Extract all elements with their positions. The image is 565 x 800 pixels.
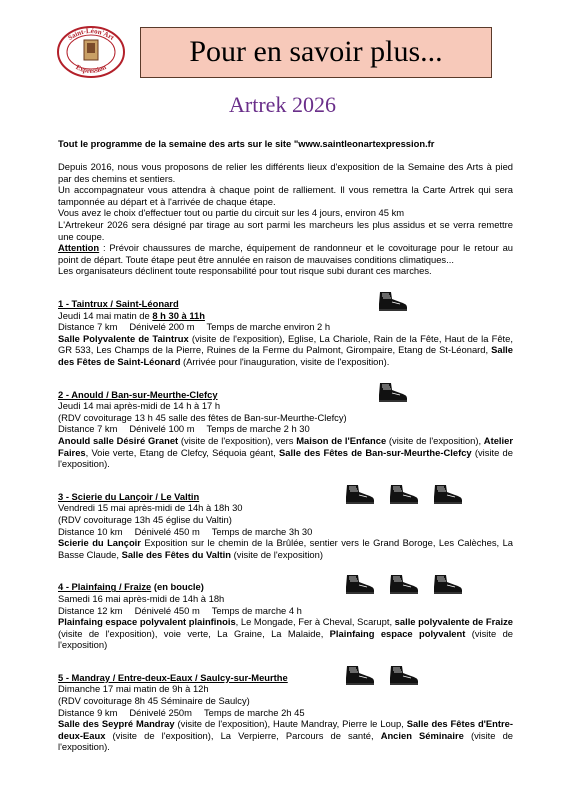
stage-rdv: (RDV covoiturage 13 h 45 salle des fêtes de Ban-sur-Meurthe-Clefcy) <box>58 411 347 423</box>
stage-distance: Distance 7 km <box>58 321 118 333</box>
stage-title-suffix: (en boucle) <box>151 581 204 593</box>
stage-denivele: Dénivelé 100 m <box>129 423 195 435</box>
difficulty-boots <box>376 290 410 312</box>
stage-distance: Distance 12 km <box>58 604 123 616</box>
route-text: (Arrivée pour l'inauguration, visite de l'exposition). <box>180 356 390 367</box>
page-title: Pour en savoir plus... <box>140 27 492 78</box>
stage-section <box>58 298 513 368</box>
hiking-boot-icon <box>431 483 465 505</box>
stage-title-text: 4 - Plainfaing / Fraize <box>58 581 152 593</box>
hiking-boot-icon <box>343 664 377 686</box>
route-text: (visite de l'exposition) <box>58 627 513 651</box>
difficulty-boots <box>343 664 421 686</box>
hiking-boot-icon <box>431 573 465 595</box>
stage-duration: Temps de marche 2 h 30 <box>206 423 310 435</box>
stage-title <box>58 672 513 684</box>
stage-section <box>58 581 513 651</box>
place-name: Salle des Fêtes de Ban-sur-Meurthe-Clefcy <box>279 446 472 458</box>
page-subtitle: Artrek 2026 <box>229 92 336 117</box>
stage-distance-line <box>58 605 513 617</box>
attention-text: : Prévoir chaussures de marche, équipement de randonneur et le covoiturage pour le retour au point de départ. Toute étape peut être annulée en raison de mauvaises conditions climatiques... <box>58 242 513 265</box>
intro-paragraph-3: Vous avez le choix d'effectuer tout ou partie du circuit sur les 4 jours, environ 45 km <box>58 207 405 219</box>
place-name: Anould salle Désiré Granet <box>58 434 179 446</box>
place-name: Plainfaing espace polyvalent <box>329 627 466 639</box>
place-name: Salle des Seypré Mandray <box>58 718 175 730</box>
stage-description <box>58 616 513 651</box>
route-text: , Le Mongade, Fer à Cheval, Scarupt, <box>235 616 395 628</box>
stage-duration: Temps de marche 2h 45 <box>203 706 305 718</box>
stage-denivele: Dénivelé 450 m <box>134 525 200 537</box>
stage-description <box>58 718 513 753</box>
stage-date-text: Samedi 16 mai après-midi de 14h à 18h <box>58 592 225 604</box>
place-name: Scierie du Lançoir <box>58 537 141 549</box>
attention-label: Attention <box>58 242 100 254</box>
route-text: Exposition sur le chemin de la Brûlée, sentier vers le Grand Boroge, Les Calèches, La Basse Claude, <box>58 537 513 560</box>
route-text: , Voie verte, Etang de Clefcy, Séquoia géant, <box>85 446 280 458</box>
stage-date-text: Dimanche 17 mai matin de 9h à 12h <box>58 683 209 695</box>
intro-paragraph-1: Depuis 2016, nous vous proposons de relier les différents lieux d'exposition de la Semaine des Arts à pied par des chemins et sentiers. <box>58 161 513 184</box>
intro-paragraph-6: Les organisateurs déclinent toute responsabilité pour tout risque subi durant ces marches. <box>58 265 432 277</box>
stage-date-text: Jeudi 14 mai matin de <box>58 309 153 321</box>
stage-date <box>58 310 513 322</box>
main-content <box>58 138 513 753</box>
stage-distance: Distance 10 km <box>58 525 123 537</box>
hiking-boot-icon <box>343 483 377 505</box>
stage-denivele: Dénivelé 450 m <box>134 604 200 616</box>
place-name: Ancien Séminaire <box>380 729 464 741</box>
hiking-boot-icon <box>343 573 377 595</box>
attention-paragraph <box>58 242 513 265</box>
route-text: (visite de l'exposition), <box>386 434 484 446</box>
hiking-boot-icon <box>387 573 421 595</box>
logo-text-bottom: Expression <box>74 63 108 76</box>
stage-rdv: (RDV covoiturage 13h 45 église du Valtin) <box>58 513 232 525</box>
place-name: Salle des Fêtes du Valtin <box>121 548 232 560</box>
stage-denivele: Dénivelé 250m <box>129 706 192 718</box>
place-name: Plainfaing espace polyvalent plainfinois <box>58 616 236 628</box>
route-text: (visite de l'exposition). <box>58 729 514 753</box>
difficulty-boots <box>376 381 410 403</box>
stage-description <box>58 435 513 470</box>
route-text: (visite de l'exposition), La Verpierre, Parcours de santé, <box>105 729 381 741</box>
stage-title <box>58 389 513 401</box>
stage-date-text: Vendredi 15 mai après-midi de 14h à 18h 30 <box>58 502 243 514</box>
stage-date-text: Jeudi 14 mai après-midi de 14 h à 17 h <box>58 400 221 412</box>
place-name: Salle des Fêtes de Saint-Léonard <box>58 344 513 367</box>
route-text: (visite de l'exposition), voie verte, La Graine, La Malaide, <box>58 627 330 639</box>
website-line: Tout le programme de la semaine des arts sur le site "www.saintleonartexpression.fr <box>58 138 435 149</box>
intro-paragraph-2: Un accompagnateur vous attendra à chaque point de ralliement. Il vous remettra la Carte Artrek qui sera tamponnée au départ et à l'arrivée de chaque étape. <box>58 184 513 207</box>
stage-distance-line <box>58 423 513 435</box>
stages-list <box>58 298 513 753</box>
place-name: Atelier Faires <box>58 434 513 458</box>
route-text: (visite de l'exposition) <box>231 548 323 560</box>
stage-section <box>58 672 513 753</box>
difficulty-boots <box>343 483 465 505</box>
stage-duration: Temps de marche 4 h <box>211 604 302 616</box>
hiking-boot-icon <box>387 483 421 505</box>
stage-section <box>58 389 513 470</box>
stage-description <box>58 537 513 560</box>
hiking-boot-icon <box>376 290 410 312</box>
stage-distance: Distance 9 km <box>58 706 118 718</box>
stage-duration: Temps de marche environ 2 h <box>206 321 331 333</box>
stage-denivele: Dénivelé 200 m <box>129 321 195 333</box>
stage-distance: Distance 7 km <box>58 423 118 435</box>
route-text: (visite de l'exposition), Haute Mandray, Pierre le Loup, <box>174 718 407 730</box>
stage-distance-line <box>58 526 513 538</box>
stage-title-text: 1 - Taintrux / Saint-Léonard <box>58 298 179 310</box>
stage-description <box>58 333 513 368</box>
stage-title-text: 2 - Anould / Ban-sur-Meurthe-Clefcy <box>58 388 218 400</box>
stage-duration: Temps de marche 3h 30 <box>211 525 313 537</box>
place-name: Maison de l'Enfance <box>296 434 387 446</box>
saint-leonart-expression-logo <box>56 25 126 79</box>
place-name: salle polyvalente de Fraize <box>394 616 513 628</box>
stage-title <box>58 298 513 310</box>
route-text: (visite de l'exposition). <box>58 446 513 470</box>
intro-paragraph-4: L'Artrekeur 2026 sera désigné par tirage au sort parmi les marcheurs les plus assidus et se verra remettre une coupe. <box>58 219 513 242</box>
hiking-boot-icon <box>387 664 421 686</box>
stage-title-text: 3 - Scierie du Lançoir / Le Valtin <box>58 490 200 502</box>
stage-section <box>58 491 513 561</box>
stage-distance-line <box>58 321 513 333</box>
logo-text-top: Saint-Léon'Art <box>66 26 116 42</box>
stage-rdv: (RDV covoiturage 8h 45 Séminaire de Saulcy) <box>58 695 250 707</box>
stage-date <box>58 400 513 412</box>
stage-time-bold: 8 h 30 à 11h <box>152 309 205 321</box>
stage-date <box>58 683 513 695</box>
place-name: Salle des Fêtes d'Entre-deux-Eaux <box>58 718 513 741</box>
difficulty-boots <box>343 573 465 595</box>
place-name: Salle Polyvalente de Taintrux <box>58 332 189 344</box>
stage-title-text: 5 - Mandray / Entre-deux-Eaux / Saulcy-sur-Meurthe <box>58 671 288 683</box>
route-text: (visite de l'exposition), vers <box>178 434 297 446</box>
hiking-boot-icon <box>376 381 410 403</box>
stage-distance-line <box>58 707 513 719</box>
route-text: (visite de l'exposition), Eglise, La Chariole, Rain de la Fête, Haut de la Fête, GR 533, Les Champs de la Pierre, Ruines de la Ferme du Palmont, Girompaire, Etang de St-Léonard, <box>58 332 513 356</box>
